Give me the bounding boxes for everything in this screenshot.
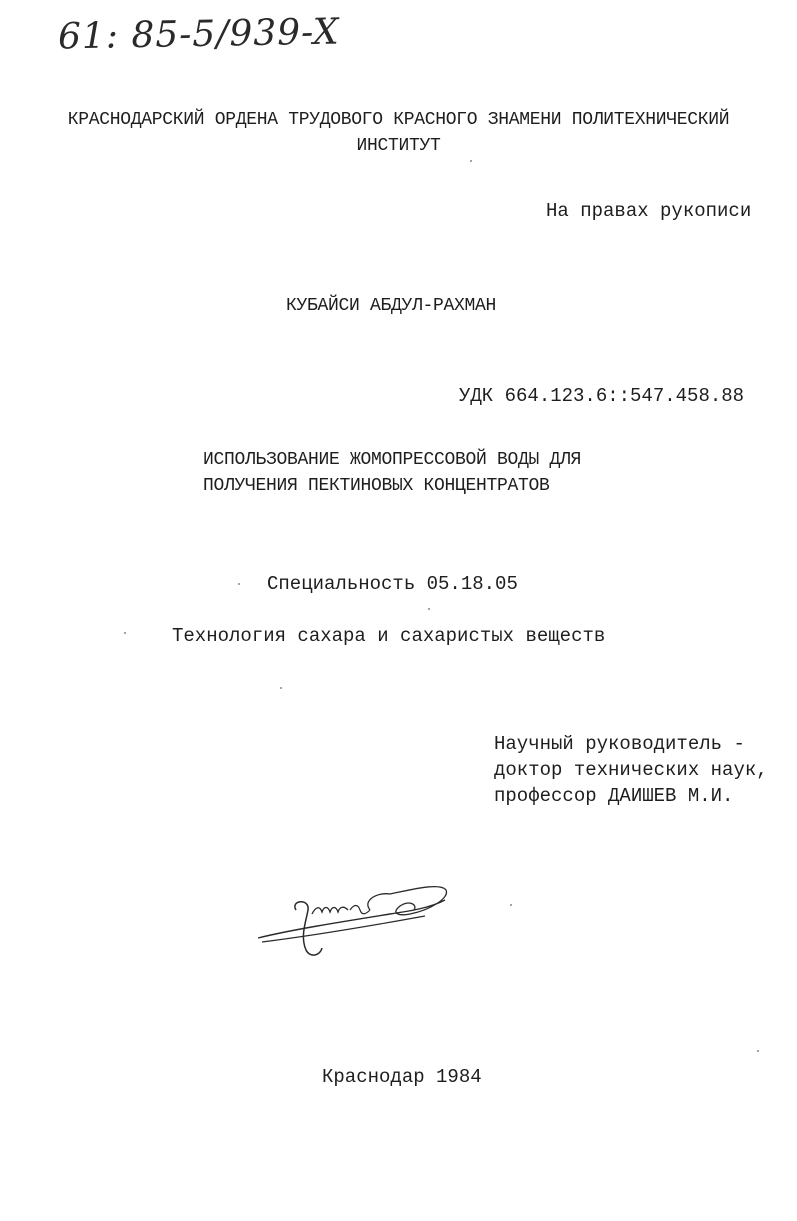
institute-line-2: ИНСТИТУТ <box>356 136 441 156</box>
scan-speck <box>470 160 472 162</box>
author-name: КУБАЙСИ АБДУЛ-РАХМАН <box>286 296 497 316</box>
scan-speck <box>124 632 126 634</box>
supervisor-line-1: Научный руководитель - <box>494 733 745 755</box>
supervisor-line-2: доктор технических наук, <box>494 759 768 781</box>
specialty-field: Технология сахара и сахаристых веществ <box>172 625 606 647</box>
scan-speck <box>757 1050 759 1052</box>
archive-number: 61: 85-5/939-X <box>57 11 340 58</box>
place-and-year: Краснодар 1984 <box>322 1066 482 1088</box>
supervisor-line-3: профессор ДАИШЕВ М.И. <box>494 785 734 807</box>
udc-code: УДК 664.123.6::547.458.88 <box>459 385 745 407</box>
manuscript-rights: На правах рукописи <box>546 200 752 222</box>
scan-speck <box>238 583 240 585</box>
scan-speck <box>510 904 512 906</box>
handwritten-signature <box>250 870 460 970</box>
specialty: Специальность 05.18.05 <box>267 573 518 595</box>
scan-speck <box>280 687 282 689</box>
institute-line-1: КРАСНОДАРСКИЙ ОРДЕНА ТРУДОВОГО КРАСНОГО ЗНАМЕНИ ПОЛИТЕХНИЧЕСКИЙ <box>67 110 730 130</box>
scan-speck <box>428 608 430 610</box>
thesis-title-line-1: ИСПОЛЬЗОВАНИЕ ЖОМОПРЕССОВОЙ ВОДЫ ДЛЯ <box>203 450 582 470</box>
thesis-title-line-2: ПОЛУЧЕНИЯ ПЕКТИНОВЫХ КОНЦЕНТРАТОВ <box>203 476 550 496</box>
